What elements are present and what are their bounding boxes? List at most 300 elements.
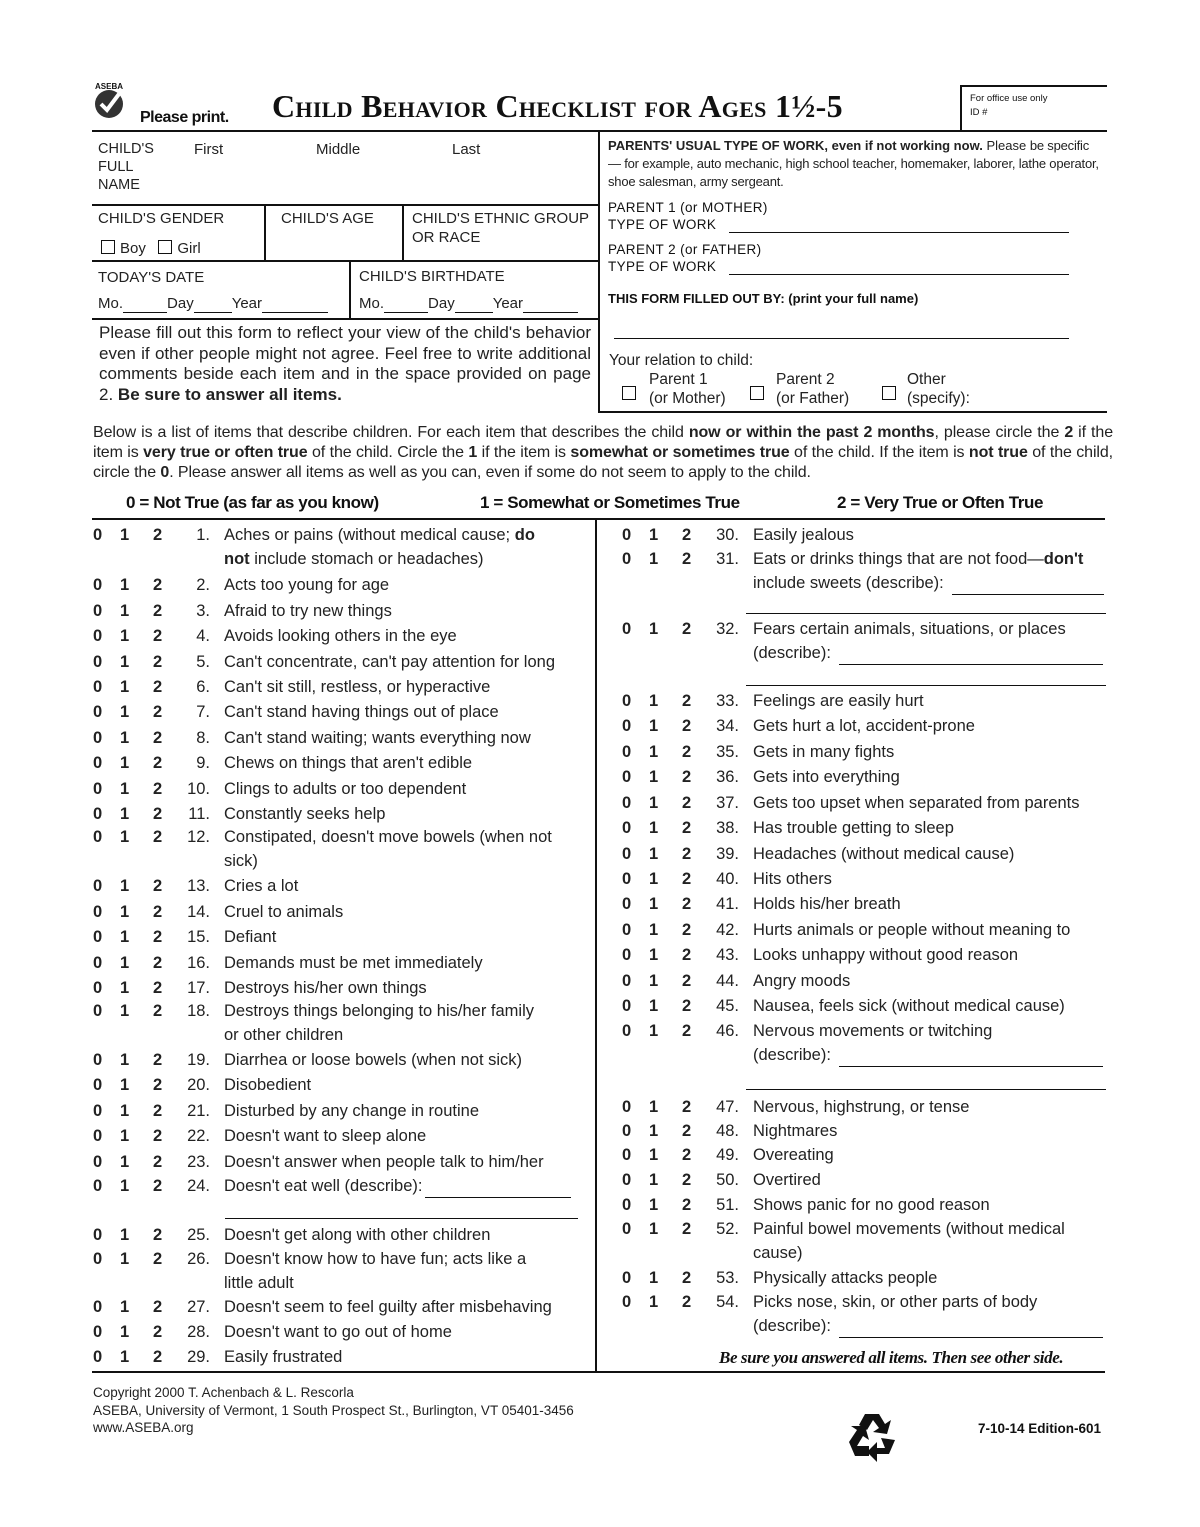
copyright: Copyright 2000 T. Achenbach & L. Rescorla: [93, 1385, 354, 1400]
describe-field-31[interactable]: [952, 579, 1104, 595]
score-option-1[interactable]: 1: [649, 1122, 659, 1140]
score-option-1[interactable]: 1: [649, 972, 659, 990]
score-option-2[interactable]: 2: [153, 805, 163, 823]
intro-bold: 0: [160, 464, 170, 481]
item-text-main: Defiant: [224, 928, 277, 946]
rel2-a: Parent 2: [776, 371, 835, 388]
score-option-0[interactable]: 0: [622, 921, 632, 939]
score-option-2[interactable]: 2: [682, 1196, 692, 1214]
score-option-0[interactable]: 0: [93, 1102, 103, 1120]
score-option-0[interactable]: 0: [93, 627, 103, 645]
item-text: [224, 650, 555, 674]
score-option-2[interactable]: 2: [153, 1002, 163, 1020]
item-number: 23.: [187, 1153, 210, 1171]
item-number: 33.: [716, 692, 739, 710]
score-option-0[interactable]: 0: [93, 1076, 103, 1094]
score-option-1[interactable]: 1: [120, 1250, 130, 1268]
item-text: [224, 1345, 342, 1369]
item-text-main: Doesn't answer when people talk to him/her: [224, 1153, 544, 1171]
score-option-0[interactable]: 0: [622, 692, 632, 710]
item-number: 54.: [716, 1293, 739, 1311]
rel3-b: (specify):: [907, 390, 970, 407]
item-text: [224, 1223, 490, 1247]
address: ASEBA, University of Vermont, 1 South Prospect St., Burlington, VT 05401-3456: [93, 1403, 574, 1418]
score-option-1[interactable]: 1: [120, 1153, 130, 1171]
score-option-2[interactable]: 2: [153, 928, 163, 946]
todays-date-fields: [98, 294, 328, 313]
item-text: [224, 777, 466, 801]
item-text-main: Destroys things belonging to his/her family: [224, 1002, 534, 1020]
parent2-label-line1: PARENT 2 (or FATHER): [608, 242, 762, 257]
score-option-1[interactable]: 1: [120, 903, 130, 921]
score-option-1[interactable]: 1: [649, 870, 659, 888]
score-option-0[interactable]: 0: [93, 703, 103, 721]
girl-label: Girl: [177, 240, 201, 257]
item-cont-text: include sweets (describe):: [753, 574, 944, 592]
score-option-1[interactable]: 1: [649, 1022, 659, 1040]
child-gender-label: CHILD'S GENDER: [98, 210, 225, 227]
score-option-0[interactable]: 0: [622, 1269, 632, 1287]
parent2-label-line2: TYPE OF WORK: [608, 259, 717, 274]
score-option-1[interactable]: 1: [120, 1127, 130, 1145]
score-option-1[interactable]: 1: [120, 526, 130, 544]
item-text-main: Cries a lot: [224, 877, 299, 895]
item-continuation: [753, 1043, 1103, 1067]
score-option-2[interactable]: 2: [153, 653, 163, 671]
item-text-main: Can't stand having things out of place: [224, 703, 499, 721]
score-option-2[interactable]: 2: [153, 729, 163, 747]
item-text: [753, 1266, 937, 1290]
item-text-main: Looks unhappy without good reason: [753, 946, 1019, 964]
score-option-1[interactable]: 1: [120, 729, 130, 747]
please-print: Please print.: [140, 109, 229, 126]
score-option-0[interactable]: 0: [622, 1098, 632, 1116]
item-number: 15.: [187, 928, 210, 946]
score-option-1[interactable]: 1: [120, 1323, 130, 1341]
item-text-main: Can't sit still, restless, or hyperactive: [224, 678, 491, 696]
birth-month-field[interactable]: [384, 297, 428, 313]
item-text-main: Doesn't want to sleep alone: [224, 1127, 427, 1145]
score-option-0[interactable]: 0: [622, 743, 632, 761]
item-text-main: Hits others: [753, 870, 832, 888]
recycle-icon: [843, 1408, 901, 1466]
score-option-1[interactable]: 1: [120, 828, 130, 846]
item-text: [224, 900, 343, 924]
score-option-0[interactable]: 0: [622, 526, 632, 544]
score-option-1[interactable]: 1: [649, 1269, 659, 1287]
score-option-0[interactable]: 0: [622, 895, 632, 913]
todays-month-field[interactable]: [123, 297, 167, 313]
parent1-label-line1: PARENT 1 (or MOTHER): [608, 200, 768, 215]
item-text-main: Aches or pains (without medical cause;: [224, 526, 515, 544]
item-text-main: Angry moods: [753, 972, 851, 990]
score-option-0[interactable]: 0: [93, 1177, 103, 1195]
item-cont-text: (describe):: [753, 644, 831, 662]
item-text-main: Disturbed by any change in routine: [224, 1102, 479, 1120]
score-option-2[interactable]: 2: [153, 1298, 163, 1316]
item-number: 3.: [196, 602, 210, 620]
todays-year-field[interactable]: [262, 297, 328, 313]
boy-checkbox[interactable]: [101, 240, 115, 254]
score-option-0[interactable]: 0: [622, 1171, 632, 1189]
item-text-main: Gets too upset when separated from parents: [753, 794, 1080, 812]
intro-text: , please circle the: [934, 424, 1065, 441]
score-option-1[interactable]: 1: [649, 1098, 659, 1116]
score-option-1[interactable]: 1: [120, 1348, 130, 1366]
score-option-1[interactable]: 1: [649, 717, 659, 735]
score-option-1[interactable]: 1: [649, 794, 659, 812]
score-option-0[interactable]: 0: [622, 717, 632, 735]
score-option-2[interactable]: 2: [682, 768, 692, 786]
score-option-2[interactable]: 2: [153, 602, 163, 620]
score-option-0[interactable]: 0: [93, 1153, 103, 1171]
score-option-2[interactable]: 2: [682, 972, 692, 990]
score-option-2[interactable]: 2: [682, 1220, 692, 1238]
birthdate-fields: [359, 294, 578, 313]
work-heading-bold: PARENTS' USUAL TYPE OF WORK, even if not working now.: [608, 138, 983, 153]
item-text-main: Physically attacks people: [753, 1269, 938, 1287]
item-number: 4.: [196, 627, 210, 645]
item-text-main: Demands must be met immediately: [224, 954, 483, 972]
score-option-0[interactable]: 0: [93, 1051, 103, 1069]
score-option-1[interactable]: 1: [120, 780, 130, 798]
score-option-2[interactable]: 2: [682, 717, 692, 735]
item-text: [753, 617, 1066, 641]
item-text: [753, 547, 1083, 571]
birth-day-field[interactable]: [455, 297, 493, 313]
item-text-main: Overeating: [753, 1146, 834, 1164]
score-option-2[interactable]: 2: [153, 627, 163, 645]
score-option-1[interactable]: 1: [120, 1102, 130, 1120]
score-option-0[interactable]: 0: [93, 754, 103, 772]
score-option-0[interactable]: 0: [93, 979, 103, 997]
score-option-0[interactable]: 0: [622, 550, 632, 568]
score-option-2[interactable]: 2: [153, 1127, 163, 1145]
rel1-b: (or Mother): [649, 390, 726, 407]
describe-line-31b[interactable]: [746, 613, 1106, 614]
score-option-1[interactable]: 1: [649, 692, 659, 710]
intro-text: Below is a list of items that describe children. For each item that describes the child: [93, 424, 689, 441]
item-text-main: Diarrhea or loose bowels (when not sick): [224, 1051, 523, 1069]
item-text: [224, 925, 276, 949]
score-option-1[interactable]: 1: [649, 895, 659, 913]
score-option-2[interactable]: 2: [682, 1293, 692, 1311]
score-option-0[interactable]: 0: [622, 768, 632, 786]
item-text: [224, 999, 534, 1023]
rel2-b: (or Father): [776, 390, 850, 407]
item-text: [224, 1295, 552, 1319]
score-option-0[interactable]: 0: [93, 780, 103, 798]
parent1-work-field[interactable]: [729, 232, 1069, 233]
score-option-0[interactable]: 0: [93, 602, 103, 620]
score-option-0[interactable]: 0: [93, 877, 103, 895]
score-option-1[interactable]: 1: [120, 805, 130, 823]
score-option-0[interactable]: 0: [622, 1022, 632, 1040]
score-option-2[interactable]: 2: [153, 877, 163, 895]
item-text-main: Acts too young for age: [224, 576, 390, 594]
score-option-0[interactable]: 0: [93, 903, 103, 921]
item-cont-text: (describe):: [753, 1046, 831, 1064]
item-cont-text: or other children: [224, 1026, 344, 1044]
item-text: [753, 765, 900, 789]
describe-field-24[interactable]: [425, 1182, 571, 1198]
item-number: 51.: [716, 1196, 739, 1214]
score-option-1[interactable]: 1: [120, 754, 130, 772]
item-text-main: Nausea, feels sick (without medical cause): [753, 997, 1065, 1015]
score-option-0[interactable]: 0: [93, 805, 103, 823]
boy-label: Boy: [120, 240, 146, 257]
score-option-0[interactable]: 0: [622, 845, 632, 863]
relation-parent2-checkbox[interactable]: [750, 386, 764, 400]
score-option-1[interactable]: 1: [649, 1171, 659, 1189]
score-option-1[interactable]: 1: [649, 526, 659, 544]
item-text: [224, 1174, 571, 1198]
score-option-1[interactable]: 1: [649, 620, 659, 638]
score-option-0[interactable]: 0: [622, 1146, 632, 1164]
item-text-main: Holds his/her breath: [753, 895, 901, 913]
item-text: [224, 1099, 479, 1123]
score-option-0[interactable]: 0: [622, 946, 632, 964]
score-option-1[interactable]: 1: [649, 997, 659, 1015]
score-option-2[interactable]: 2: [682, 620, 692, 638]
parent2-work-field[interactable]: [729, 274, 1069, 275]
intro-text: of the child. Circle the: [307, 444, 469, 461]
logo-text: ASEBA: [95, 82, 124, 91]
score-option-2[interactable]: 2: [682, 1098, 692, 1116]
relation-parent1-checkbox[interactable]: [622, 386, 636, 400]
score-option-2[interactable]: 2: [153, 1323, 163, 1341]
item-text: [224, 825, 552, 849]
score-option-1[interactable]: 1: [120, 627, 130, 645]
item-continuation: [753, 1241, 803, 1265]
item-text-main: Feelings are easily hurt: [753, 692, 924, 710]
item-text: [753, 867, 832, 891]
score-option-0[interactable]: 0: [93, 828, 103, 846]
score-option-2[interactable]: 2: [682, 921, 692, 939]
child-name-field[interactable]: [190, 160, 590, 200]
item-text-main: Cruel to animals: [224, 903, 344, 921]
score-option-2[interactable]: 2: [682, 870, 692, 888]
score-option-0[interactable]: 0: [622, 1196, 632, 1214]
score-option-2[interactable]: 2: [682, 526, 692, 544]
website[interactable]: www.ASEBA.org: [93, 1420, 194, 1435]
score-option-1[interactable]: 1: [649, 921, 659, 939]
score-option-2[interactable]: 2: [153, 979, 163, 997]
score-option-0[interactable]: 0: [93, 1226, 103, 1244]
item-number: 28.: [187, 1323, 210, 1341]
score-option-1[interactable]: 1: [120, 576, 130, 594]
score-option-0[interactable]: 0: [93, 954, 103, 972]
score-option-1[interactable]: 1: [649, 845, 659, 863]
score-option-1[interactable]: 1: [120, 954, 130, 972]
describe-line-32b[interactable]: [746, 685, 1106, 686]
describe-field-46[interactable]: [839, 1051, 1103, 1067]
item-text-main: Gets hurt a lot, accident-prone: [753, 717, 975, 735]
describe-line-24b[interactable]: [225, 1218, 578, 1219]
score-option-0[interactable]: 0: [93, 1002, 103, 1020]
item-text-main: Doesn't seem to feel guilty after misbehaving: [224, 1298, 552, 1316]
score-option-1[interactable]: 1: [649, 550, 659, 568]
item-text-main: Hurts animals or people without meaning to: [753, 921, 1071, 939]
score-option-1[interactable]: 1: [120, 602, 130, 620]
score-option-0[interactable]: 0: [93, 928, 103, 946]
score-option-0[interactable]: 0: [93, 653, 103, 671]
item-text-main: Gets in many fights: [753, 743, 895, 761]
score-option-1[interactable]: 1: [120, 678, 130, 696]
score-option-0[interactable]: 0: [622, 1293, 632, 1311]
item-number: 27.: [187, 1298, 210, 1316]
item-text: [753, 1217, 1065, 1241]
score-option-2[interactable]: 2: [682, 997, 692, 1015]
intro-text: . Please answer all items as well as you can, even if some do not seem to apply to the child.: [169, 464, 811, 481]
score-option-2[interactable]: 2: [682, 1146, 692, 1164]
score-option-2[interactable]: 2: [682, 1122, 692, 1140]
intro-bold: 2: [1064, 424, 1074, 441]
score-option-1[interactable]: 1: [649, 1146, 659, 1164]
score-option-0[interactable]: 0: [93, 1323, 103, 1341]
intro-text: if the item is: [93, 424, 1113, 461]
score-option-1[interactable]: 1: [649, 819, 659, 837]
score-option-2[interactable]: 2: [153, 1226, 163, 1244]
item-text: [224, 1124, 426, 1148]
score-option-2[interactable]: 2: [153, 828, 163, 846]
score-option-2[interactable]: 2: [682, 1171, 692, 1189]
score-option-1[interactable]: 1: [649, 1293, 659, 1311]
item-number: 19.: [187, 1051, 210, 1069]
item-text: [224, 700, 499, 724]
item-text: [224, 573, 389, 597]
item-number: 45.: [716, 997, 739, 1015]
form-title: [272, 88, 843, 125]
score-option-2[interactable]: 2: [682, 845, 692, 863]
score-option-2[interactable]: 2: [682, 1269, 692, 1287]
mo-label: Mo.: [359, 295, 385, 312]
score-option-1[interactable]: 1: [120, 1226, 130, 1244]
score-option-1[interactable]: 1: [120, 979, 130, 997]
score-option-2[interactable]: 2: [682, 692, 692, 710]
score-option-2[interactable]: 2: [682, 1022, 692, 1040]
item-number: 52.: [716, 1220, 739, 1238]
intro-text: if the item is: [477, 444, 571, 461]
item-text: [753, 740, 894, 764]
scale-0: 0 = Not True (as far as you know): [126, 493, 379, 512]
score-option-2[interactable]: 2: [682, 794, 692, 812]
score-option-0[interactable]: 0: [622, 1220, 632, 1238]
score-option-0[interactable]: 0: [93, 729, 103, 747]
score-option-0[interactable]: 0: [93, 1127, 103, 1145]
score-option-0[interactable]: 0: [93, 1348, 103, 1366]
score-option-1[interactable]: 1: [120, 1002, 130, 1020]
item-text-main: Nervous movements or twitching: [753, 1022, 993, 1040]
item-text: [753, 969, 850, 993]
item-text-main: Afraid to try new things: [224, 602, 392, 620]
child-ethnic-label: CHILD'S ETHNIC GROUP OR RACE: [412, 210, 589, 246]
score-option-2[interactable]: 2: [153, 1051, 163, 1069]
item-number: 42.: [716, 921, 739, 939]
score-option-2[interactable]: 2: [682, 819, 692, 837]
score-option-2[interactable]: 2: [682, 895, 692, 913]
score-option-2[interactable]: 2: [153, 1177, 163, 1195]
describe-field-32[interactable]: [839, 649, 1103, 665]
score-option-2[interactable]: 2: [153, 1250, 163, 1268]
score-option-1[interactable]: 1: [120, 653, 130, 671]
score-option-2[interactable]: 2: [153, 678, 163, 696]
item-cont-text: (describe):: [753, 1317, 831, 1335]
filled-out-by-field[interactable]: [614, 338, 1069, 339]
score-option-2[interactable]: 2: [153, 903, 163, 921]
score-option-0[interactable]: 0: [622, 870, 632, 888]
score-option-2[interactable]: 2: [153, 954, 163, 972]
item-number: 5.: [196, 653, 210, 671]
item-number: 37.: [716, 794, 739, 812]
score-option-0[interactable]: 0: [622, 794, 632, 812]
score-option-1[interactable]: 1: [120, 1051, 130, 1069]
score-option-1[interactable]: 1: [120, 928, 130, 946]
score-option-1[interactable]: 1: [120, 1177, 130, 1195]
score-option-2[interactable]: 2: [153, 703, 163, 721]
item-continuation: [224, 1023, 343, 1047]
office-use-label: For office use only: [970, 93, 1048, 104]
score-option-2[interactable]: 2: [153, 1076, 163, 1094]
item-text: [224, 874, 298, 898]
score-option-1[interactable]: 1: [649, 1196, 659, 1214]
score-option-2[interactable]: 2: [682, 550, 692, 568]
describe-field-54[interactable]: [839, 1322, 1103, 1338]
item-number: 7.: [196, 703, 210, 721]
rel1-a: Parent 1: [649, 371, 708, 388]
score-option-1[interactable]: 1: [649, 743, 659, 761]
score-option-0[interactable]: 0: [93, 678, 103, 696]
score-option-2[interactable]: 2: [153, 526, 163, 544]
score-option-0[interactable]: 0: [622, 972, 632, 990]
score-option-0[interactable]: 0: [93, 1250, 103, 1268]
describe-line-46b[interactable]: [746, 1089, 1106, 1090]
score-option-2[interactable]: 2: [153, 780, 163, 798]
score-option-1[interactable]: 1: [120, 703, 130, 721]
score-option-2[interactable]: 2: [153, 576, 163, 594]
item-text: [224, 1247, 526, 1271]
score-option-2[interactable]: 2: [682, 946, 692, 964]
score-option-1[interactable]: 1: [649, 946, 659, 964]
score-option-0[interactable]: 0: [622, 1122, 632, 1140]
score-option-2[interactable]: 2: [153, 754, 163, 772]
score-option-2[interactable]: 2: [153, 1348, 163, 1366]
score-option-2[interactable]: 2: [153, 1153, 163, 1171]
score-option-2[interactable]: 2: [682, 743, 692, 761]
item-number: 16.: [187, 954, 210, 972]
score-option-1[interactable]: 1: [649, 768, 659, 786]
score-option-2[interactable]: 2: [153, 1102, 163, 1120]
score-option-1[interactable]: 1: [649, 1220, 659, 1238]
score-option-1[interactable]: 1: [120, 877, 130, 895]
todays-day-field[interactable]: [194, 297, 232, 313]
birth-year-field[interactable]: [523, 297, 578, 313]
score-option-1[interactable]: 1: [120, 1298, 130, 1316]
score-option-0[interactable]: 0: [622, 620, 632, 638]
child-age-field[interactable]: [270, 228, 400, 258]
score-option-0[interactable]: 0: [93, 576, 103, 594]
girl-checkbox[interactable]: [158, 240, 172, 254]
score-option-0[interactable]: 0: [93, 1298, 103, 1316]
item-number: 24.: [187, 1177, 210, 1195]
score-option-0[interactable]: 0: [622, 819, 632, 837]
relation-other-checkbox[interactable]: [882, 386, 896, 400]
score-option-0[interactable]: 0: [622, 997, 632, 1015]
score-option-0[interactable]: 0: [93, 526, 103, 544]
item-text-main: Picks nose, skin, or other parts of body: [753, 1293, 1038, 1311]
score-option-1[interactable]: 1: [120, 1076, 130, 1094]
item-text: [224, 624, 457, 648]
